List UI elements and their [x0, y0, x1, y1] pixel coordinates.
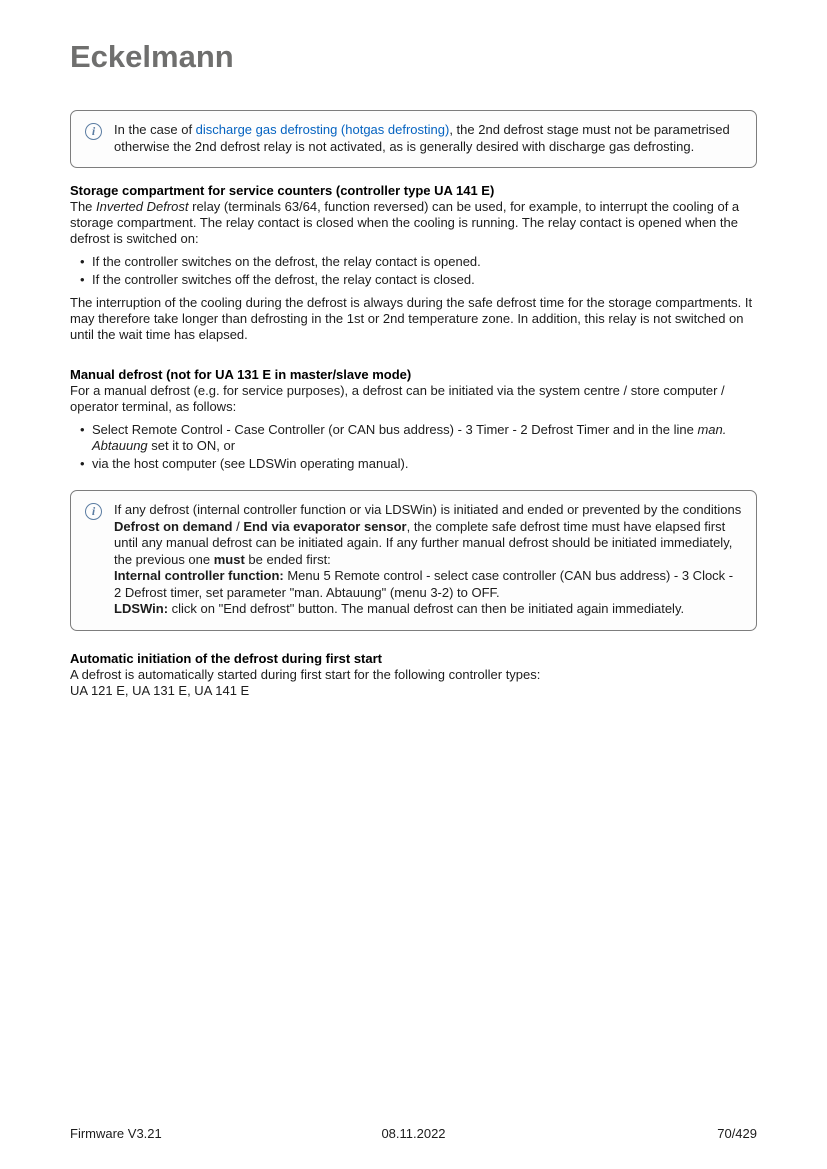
paragraph-text: UA 121 E, UA 131 E, UA 141 E — [70, 682, 250, 698]
note-text-segment: , the 2nd defrost stage must not be parametrised otherwise the 2nd defrost relay is not activated, as is generally desired with discharge gas defrosting. — [114, 122, 730, 154]
info-icon: i — [85, 503, 102, 520]
bold-term: must — [213, 551, 245, 567]
bullet-list-manual-defrost — [70, 422, 757, 472]
footer-page-number: 70/429 — [717, 1126, 757, 1141]
paragraph — [70, 199, 757, 247]
bold-term: Defrost on demand — [114, 518, 233, 534]
list-item: • If the controller switches off the defrost, the relay contact is closed. — [92, 272, 757, 288]
paragraph-text: Select Remote Control - Case Controller (or CAN bus address) - 3 Timer - 2 Defrost Timer and in the line — [92, 422, 698, 437]
bold-label-internal-controller: Internal controller function: — [114, 568, 284, 583]
note-text-segment: If any defrost (internal controller function or via LDSWin) is initiated and ended or prevented by the conditions — [114, 502, 742, 517]
bold-term: End via evaporator sensor — [243, 518, 407, 534]
note-text-segment: click on "End defrost" button. The manual defrost can then be initiated again immediately. — [168, 601, 685, 616]
note-text-segment: be ended first: — [244, 551, 331, 567]
heading-automatic-initiation: Automatic initiation of the defrost during first start — [70, 650, 382, 666]
list-item — [92, 422, 757, 454]
paragraph: The interruption of the cooling during the defrost is always during the safe defrost time for the storage compartments. It may therefore take longer than defrosting in the 1st or 2nd temperature zone. In addition, this relay is not switched on until the wait time has elapsed. — [70, 295, 753, 342]
heading-manual-defrost: Manual defrost (not for UA 131 E in master/slave mode) — [70, 367, 412, 382]
info-note-1 — [70, 110, 757, 168]
paragraph-text: relay (terminals 63/64, function reversed) can be used, for example, to interrupt the cooling of a storage compartment. The relay contact is closed when the cooling is running. The relay contact is opened when the defrost is switched on: — [70, 199, 740, 246]
paragraph-text: A defrost is automatically started during first start for the following controller types: — [70, 666, 541, 682]
paragraph-text: The — [70, 199, 97, 214]
page-footer — [70, 1126, 757, 1141]
bold-label-ldswin: LDSWin: — [114, 601, 169, 616]
heading-storage-compartment: Storage compartment for service counters (controller type UA 141 E) — [70, 183, 495, 198]
note-text-segment: Menu 5 Remote control - select case controller (CAN bus address) - 3 Clock - 2 Defrost timer, set parameter "man. Abtauung" (menu 3-2) to OFF. — [114, 568, 734, 600]
note-text-segment: In the case of — [114, 122, 196, 137]
paragraph-text: set it to ON, or — [147, 438, 236, 453]
bullet-list-relay — [70, 254, 757, 288]
info-note-2 — [70, 490, 757, 631]
note-text-segment: , the complete safe defrost time must have elapsed first until any manual defrost can be initiated again. If any further manual defrost should be initiated immediately, the previous one — [114, 518, 733, 567]
footer-firmware-version: Firmware V3.21 — [70, 1126, 162, 1141]
info-icon: i — [85, 123, 102, 140]
list-item: • via the host computer (see LDSWin operating manual). — [92, 456, 757, 472]
list-item: • If the controller switches on the defrost, the relay contact is opened. — [92, 254, 757, 270]
paragraph — [70, 667, 757, 699]
paragraph: For a manual defrost (e.g. for service purposes), a defrost can be initiated via the system centre / store computer / operator terminal, as follows: — [70, 383, 725, 414]
info-note-2-text — [114, 502, 742, 618]
footer-date: 08.11.2022 — [381, 1126, 446, 1141]
eckelmann-logo: Eckelmann — [70, 39, 234, 74]
italic-term: man. Abtauung — [92, 422, 727, 453]
italic-term: Inverted Defrost — [96, 199, 189, 214]
hotgas-defrosting-link[interactable]: discharge gas defrosting (hotgas defrosting) — [195, 122, 450, 137]
note-text-segment: / — [232, 518, 244, 534]
info-note-1-text — [114, 122, 742, 155]
